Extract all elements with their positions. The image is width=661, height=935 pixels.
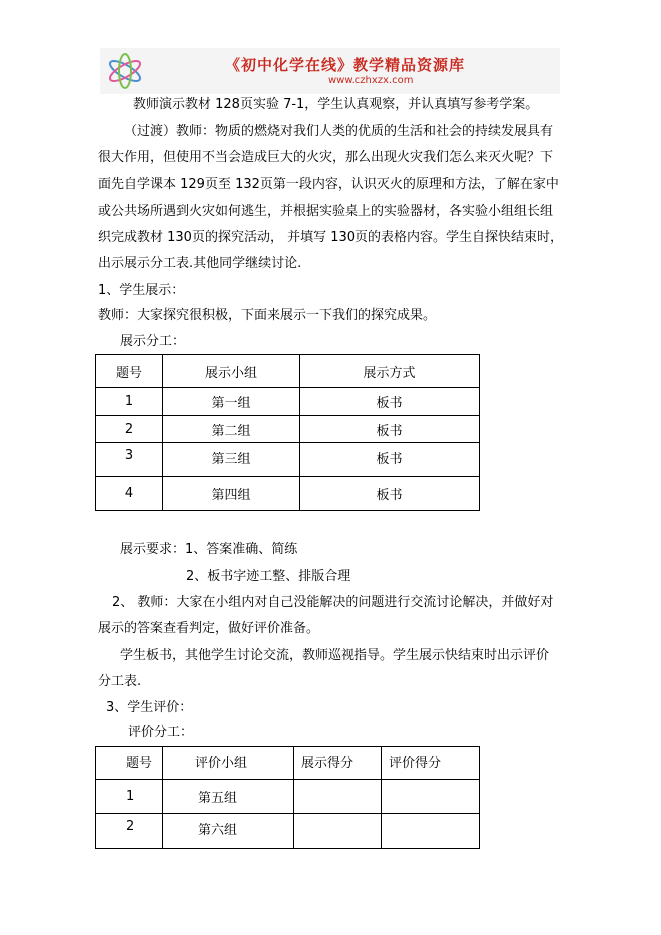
banner (100, 48, 560, 94)
section-heading: 3、学生评价： (106, 700, 193, 715)
cell: 第一组 (163, 388, 300, 416)
cell: 板书 (300, 477, 480, 511)
table-row (96, 443, 480, 477)
paragraph-line: 教师演示教材 128页实验 7-1，学生认真观察，并认真填写参考学案。 (133, 97, 539, 112)
score-cell[interactable] (294, 780, 382, 814)
cell: 第五组 (163, 780, 294, 814)
cell: 第二组 (163, 416, 300, 443)
paragraph-line: 很大作用，但使用不当会造成巨大的火灾，那么出现火灾我们怎么来灭火呢？下 (98, 150, 554, 165)
table-row (96, 814, 480, 849)
paragraph-line: 2、 教师：大家在小组内对自己没能解决的问题进行交流讨论解决，并做好对 (112, 595, 554, 610)
header-cell: 评价小组 (163, 747, 294, 780)
table-row (96, 780, 480, 814)
cell: 第六组 (163, 814, 294, 849)
paragraph-line: 展示的答案查看判定，做好评价准备。 (98, 621, 320, 636)
atom-logo-icon (105, 52, 145, 90)
cell: 2 (96, 416, 163, 443)
cell: 板书 (300, 443, 480, 477)
score-cell[interactable] (382, 814, 480, 849)
header-cell: 展示小组 (163, 355, 300, 388)
paragraph-line: 分工表. (98, 674, 142, 689)
header-cell: 题号 (96, 747, 163, 780)
cell: 第三组 (163, 443, 300, 477)
paragraph-line: （过渡）教师：物质的燃烧对我们人类的优质的生活和社会的持续发展具有 (124, 124, 554, 139)
paragraph-line: 教师：大家探究很积极，下面来展示一下我们的探究成果。 (98, 308, 437, 323)
cell: 第四组 (163, 477, 300, 511)
cell: 板书 (300, 388, 480, 416)
cell: 3 (96, 443, 163, 477)
table-caption: 评价分工： (128, 725, 194, 740)
cell: 1 (96, 780, 163, 814)
paragraph-line: 出示展示分工表.其他同学继续讨论. (98, 256, 302, 271)
paragraph-line: 面先自学课本 129页至 132页第一段内容，认识灭火的原理和方法，了解在家中 (98, 177, 559, 192)
table-row (96, 416, 480, 443)
banner-title: 《初中化学在线》教学精品资源库 (225, 56, 466, 74)
score-cell[interactable] (294, 814, 382, 849)
cell: 1 (96, 388, 163, 416)
cell: 4 (96, 477, 163, 511)
table-header-row (96, 747, 480, 780)
paragraph-line: 2、板书字迹工整、排版合理 (186, 569, 351, 584)
header-cell: 评价得分 (382, 747, 480, 780)
score-cell[interactable] (382, 780, 480, 814)
evaluation-assignment-table (95, 746, 480, 849)
paragraph-line: 织完成教材 130页的探究活动， 并填写 130页的表格内容。学生自探快结束时， (98, 230, 564, 245)
paragraph-line: 学生板书，其他学生讨论交流，教师巡视指导。学生展示快结束时出示评价 (120, 648, 550, 663)
table-row (96, 477, 480, 511)
section-heading: 1、学生展示： (98, 283, 185, 298)
cell: 2 (96, 814, 163, 849)
table-caption: 展示分工： (120, 334, 186, 349)
paragraph-line: 展示要求：1、答案准确、简练 (120, 542, 298, 557)
header-cell: 题号 (96, 355, 163, 388)
cell: 板书 (300, 416, 480, 443)
table-header-row (96, 355, 480, 388)
header-cell: 展示得分 (294, 747, 382, 780)
paragraph-line: 或公共场所遇到火灾如何逃生，并根据实验桌上的实验器材，各实验小组组长组 (98, 204, 554, 219)
display-assignment-table (95, 354, 480, 511)
banner-url: www.czhxzx.com (328, 75, 414, 86)
header-cell: 展示方式 (300, 355, 480, 388)
table-row (96, 388, 480, 416)
